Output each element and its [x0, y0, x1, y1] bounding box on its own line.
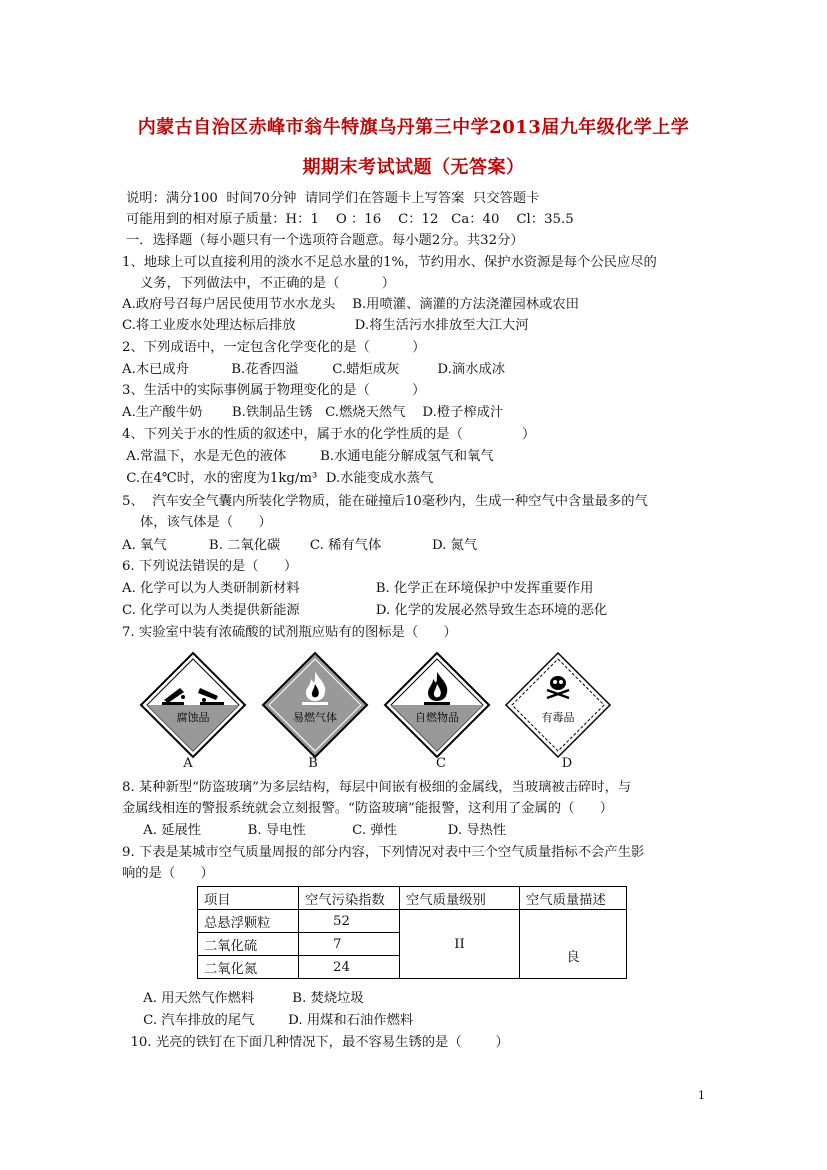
q5-options: A. 氧气 B. 二氧化碳 C. 稀有气体 D. 氮气 [122, 538, 478, 553]
q2-options: A.木已成舟 B.花香四溢 C.蜡炬成灰 D.滴水成冰 [122, 362, 506, 377]
table-row [198, 910, 627, 933]
q10-stem: 10. 光亮的铁钉在下面几种情况下，最不容易生锈的是（ ） [122, 1035, 509, 1050]
q5-stem-a: 5、 汽车安全气囊内所装化学物质，能在碰撞后10毫秒内，生成一种空气中含量最多的气 [122, 494, 648, 509]
row-item: 二氧化氮 [198, 956, 299, 979]
q6-options-1: A. 化学可以为人类研制新材料 B. 化学正在环境保护中发挥重要作用 [122, 581, 594, 596]
sign-letter-a: A [183, 756, 193, 771]
sign-toxic-label: 有毒品 [541, 711, 575, 724]
q7-stem: 7. 实验室中装有浓硫酸的试剂瓶应贴有的图标是（ ） [122, 625, 457, 640]
q3-stem: 3、生活中的实际事例属于物理变化的是（ ） [122, 383, 426, 398]
table-header: 空气质量级别 [400, 887, 520, 910]
air-quality-table [197, 886, 627, 979]
doc-title-line2: 期期末考试试题（无答案） [302, 157, 525, 178]
air-quality-desc-top [520, 910, 627, 933]
atomic-masses: 可能用到的相对原子质量：H：1 O ：16 C：12 Ca：40 Cl：35.5 [126, 212, 574, 227]
q1-options-1: A.政府号召每户居民使用节水水龙头 B.用喷灌、滴灌的方法浇灌园林或农田 [122, 297, 579, 312]
section-heading: 一．选择题（每小题只有一个选项符合题意。每小题2分。共32分） [126, 233, 524, 248]
table-header-row [198, 887, 627, 910]
q2-stem: 2、下列成语中，一定包含化学变化的是（ ） [122, 340, 426, 355]
sign-spontaneous-combustion [382, 650, 492, 760]
q6-stem: 6. 下列说法错误的是（ ） [122, 559, 298, 574]
table-header: 空气污染指数 [299, 887, 400, 910]
q4-options-1: A.常温下，水是无色的液体 B.水通电能分解成氢气和氧气 [122, 449, 494, 464]
doc-title-line1: 内蒙古自治区赤峰市翁牛特旗乌丹第三中学2013届九年级化学上学 [137, 117, 690, 138]
q9-stem-b: 响的是（ ） [122, 866, 214, 881]
sign-flammable-gas [260, 650, 370, 760]
q8-options: A. 延展性 B. 导电性 C. 弹性 D. 导热性 [122, 823, 507, 838]
air-quality-desc: 良 [520, 933, 627, 979]
row-item: 总悬浮颗粒 [198, 910, 299, 933]
sign-letter-d: D [561, 756, 573, 771]
q3-options: A.生产酸牛奶 B.铁制品生锈 C.燃烧天然气 D.橙子榨成汁 [122, 405, 504, 420]
q8-stem-b: 金属线相连的警报系统就会立刻报警。“防盗玻璃”能报警，这利用了金属的（ ） [122, 801, 614, 816]
table-header: 空气质量描述 [520, 887, 627, 910]
q1-stem-b: 义务，下列做法中，不正确的是（ ） [140, 276, 396, 291]
q9-stem-a: 9. 下表是某城市空气质量周报的部分内容，下列情况对表中三个空气质量指标不会产生影 [122, 845, 645, 860]
row-index: 7 [299, 933, 400, 956]
row-index: 24 [299, 956, 400, 979]
air-quality-level: II [400, 910, 520, 979]
row-item: 二氧化硫 [198, 933, 299, 956]
q6-options-2: C. 化学可以为人类提供新能源 D. 化学的发展必然导致生态环境的恶化 [122, 603, 608, 618]
q1-options-2: C.将工业废水处理达标后排放 D.将生活污水排放至大江大河 [122, 318, 529, 333]
q5-stem-b: 体，该气体是（ ） [140, 515, 272, 530]
table-header: 项目 [198, 887, 299, 910]
sign-letter-c: C [436, 756, 446, 771]
q9-options-2: C. 汽车排放的尾气 D. 用煤和石油作燃料 [122, 1013, 414, 1028]
sign-letter-b: B [308, 756, 318, 771]
sign-corrosive-label: 腐蚀品 [176, 711, 210, 724]
q4-stem: 4、下列关于水的性质的叙述中，属于水的化学性质的是（ ） [122, 427, 536, 442]
sign-spontaneous-combustion-label: 自燃物品 [415, 711, 459, 724]
q1-stem-a: 1、地球上可以直接利用的淡水不足总水量的1%，节约用水、保护水资源是每个公民应尽的 [122, 255, 657, 270]
exam-note: 说明：满分100 时间70分钟 请同学们在答题卡上写答案 只交答题卡 [126, 191, 540, 206]
q8-stem-a: 8. 某种新型“防盗玻璃”为多层结构，每层中间嵌有极细的金属线，当玻璃被击碎时，与 [122, 780, 632, 795]
page-number: 1 [698, 1089, 705, 1102]
sign-flammable-gas-label: 易燃气体 [293, 711, 337, 724]
q9-options-1: A. 用天然气作燃料 B. 焚烧垃圾 [122, 991, 364, 1006]
q4-options-2: C.在4℃时，水的密度为1kg/m³ D.水能变成水蒸气 [122, 471, 434, 486]
sign-corrosive [138, 650, 248, 760]
row-index: 52 [299, 910, 400, 933]
sign-toxic [503, 650, 613, 760]
